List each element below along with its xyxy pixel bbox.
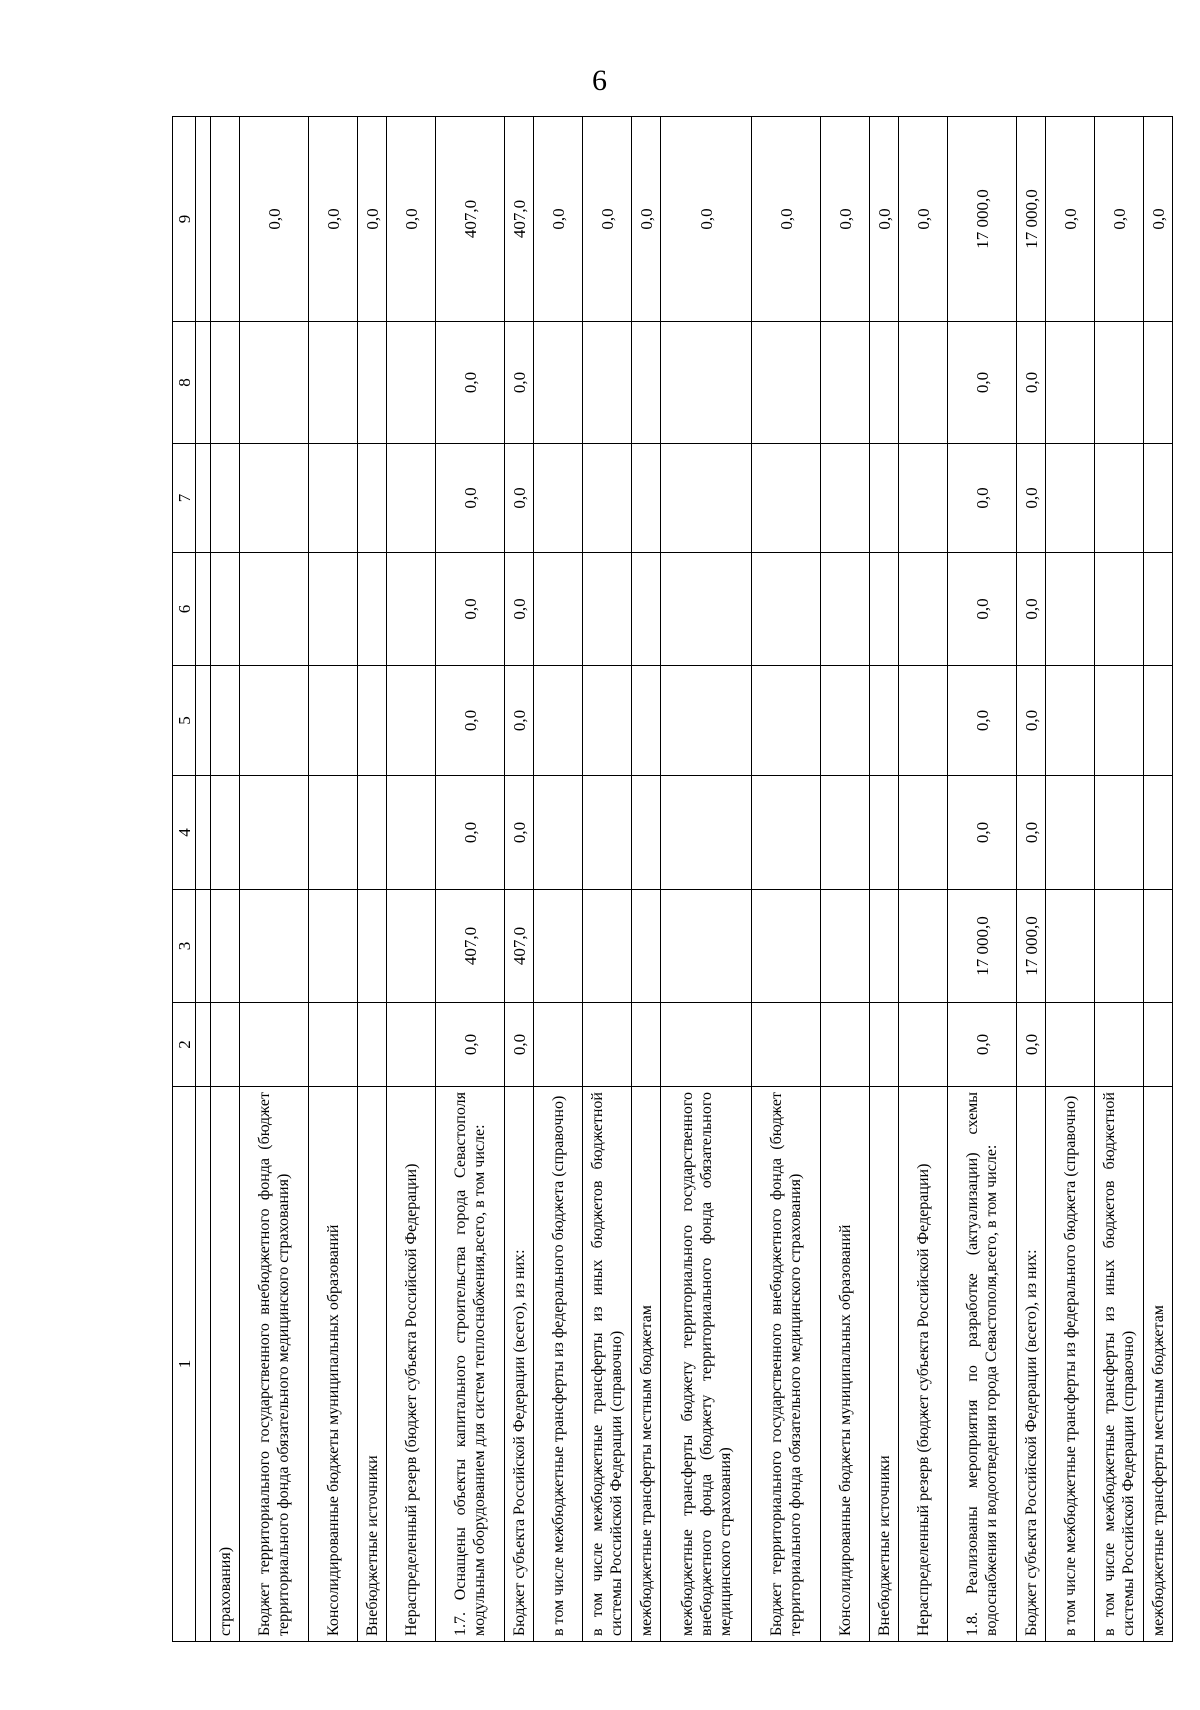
value-cell <box>211 322 240 444</box>
value-cell <box>534 776 583 890</box>
value-cell <box>240 444 309 553</box>
value-cell: 0,0 <box>870 117 899 322</box>
value-cell: 0,0 <box>436 322 505 444</box>
value-cell <box>1144 890 1173 1003</box>
value-cell <box>358 666 387 776</box>
value-cell <box>661 1003 752 1087</box>
value-cell <box>632 322 661 444</box>
value-cell <box>534 1003 583 1087</box>
value-cell <box>632 890 661 1003</box>
value-cell <box>534 444 583 553</box>
value-cell: 0,0 <box>309 117 358 322</box>
value-cell <box>309 444 358 553</box>
value-cell <box>211 776 240 890</box>
column-number: 5 <box>173 666 196 776</box>
value-cell <box>899 890 948 1003</box>
header-spacer-cell <box>196 553 211 666</box>
value-cell: 0,0 <box>632 117 661 322</box>
value-cell: 0,0 <box>436 666 505 776</box>
value-cell <box>240 553 309 666</box>
value-cell: 0,0 <box>436 776 505 890</box>
value-cell <box>752 444 821 553</box>
value-cell <box>211 553 240 666</box>
value-cell: 0,0 <box>387 117 436 322</box>
column-number: 7 <box>173 444 196 553</box>
value-cell: 0,0 <box>505 666 534 776</box>
value-cell: 17 000,0 <box>948 117 1017 322</box>
value-cell: 0,0 <box>899 117 948 322</box>
value-cell: 0,0 <box>1144 117 1173 322</box>
value-cell <box>534 890 583 1003</box>
value-cell: 0,0 <box>1017 1003 1046 1087</box>
header-spacer-cell <box>196 776 211 890</box>
value-cell <box>240 776 309 890</box>
value-cell <box>821 666 870 776</box>
table-row <box>1017 117 1046 1642</box>
value-cell <box>899 444 948 553</box>
value-cell: 0,0 <box>948 1003 1017 1087</box>
value-cell <box>387 553 436 666</box>
table-row <box>1144 117 1173 1642</box>
table-row <box>240 117 309 1642</box>
value-cell <box>632 776 661 890</box>
table-row <box>436 117 505 1642</box>
column-number: 2 <box>173 1003 196 1087</box>
row-label: в том числе межбюджетные трансферты из федерального бюджета (справочно) <box>1046 1087 1095 1642</box>
value-cell <box>240 1003 309 1087</box>
column-number-row <box>173 117 196 1642</box>
value-cell <box>583 444 632 553</box>
value-cell <box>358 890 387 1003</box>
value-cell: 0,0 <box>948 776 1017 890</box>
value-cell <box>1095 776 1144 890</box>
value-cell: 17 000,0 <box>1017 117 1046 322</box>
value-cell <box>661 776 752 890</box>
value-cell <box>309 776 358 890</box>
value-cell <box>632 666 661 776</box>
value-cell <box>821 553 870 666</box>
value-cell <box>309 553 358 666</box>
value-cell <box>309 890 358 1003</box>
table-row <box>211 117 240 1642</box>
column-number: 4 <box>173 776 196 890</box>
budget-table <box>172 116 1173 1642</box>
value-cell <box>387 890 436 1003</box>
value-cell <box>1144 444 1173 553</box>
value-cell <box>870 890 899 1003</box>
header-spacer-cell <box>196 322 211 444</box>
row-label: Нераспределенный резерв (бюджет субъекта Российской Федерации) <box>387 1087 436 1642</box>
table-row <box>661 117 752 1642</box>
value-cell <box>1144 553 1173 666</box>
value-cell <box>240 322 309 444</box>
value-cell <box>387 776 436 890</box>
value-cell <box>1095 553 1144 666</box>
value-cell: 0,0 <box>436 1003 505 1087</box>
value-cell <box>387 666 436 776</box>
value-cell <box>752 322 821 444</box>
value-cell <box>899 553 948 666</box>
value-cell <box>211 117 240 322</box>
value-cell: 0,0 <box>436 553 505 666</box>
value-cell <box>1095 322 1144 444</box>
value-cell: 0,0 <box>505 553 534 666</box>
value-cell <box>211 444 240 553</box>
value-cell <box>240 890 309 1003</box>
value-cell <box>821 1003 870 1087</box>
row-label: Бюджет территориального государственного внебюджетного фонда (бюджет территориального фонда обязательного медицинского страхования) <box>240 1087 309 1642</box>
value-cell <box>211 890 240 1003</box>
row-label: Нераспределенный резерв (бюджет субъекта Российской Федерации) <box>899 1087 948 1642</box>
value-cell <box>583 666 632 776</box>
value-cell: 0,0 <box>1017 553 1046 666</box>
column-number: 6 <box>173 553 196 666</box>
value-cell <box>583 890 632 1003</box>
rotated-page-content <box>172 117 1168 1642</box>
value-cell <box>211 666 240 776</box>
row-label: Бюджет субъекта Российской Федерации (всего), из них: <box>1017 1087 1046 1642</box>
value-cell: 0,0 <box>1017 444 1046 553</box>
value-cell <box>534 553 583 666</box>
value-cell <box>1095 890 1144 1003</box>
value-cell <box>1095 1003 1144 1087</box>
table-row <box>1095 117 1144 1642</box>
value-cell <box>1144 776 1173 890</box>
value-cell <box>1046 553 1095 666</box>
row-label: межбюджетные трансферты местным бюджетам <box>1144 1087 1173 1642</box>
table-row <box>632 117 661 1642</box>
value-cell <box>583 776 632 890</box>
value-cell <box>534 666 583 776</box>
value-cell <box>752 776 821 890</box>
table-row <box>1046 117 1095 1642</box>
value-cell <box>1046 776 1095 890</box>
value-cell <box>358 444 387 553</box>
value-cell <box>583 322 632 444</box>
table-row <box>821 117 870 1642</box>
value-cell: 0,0 <box>534 117 583 322</box>
value-cell <box>1144 322 1173 444</box>
value-cell: 0,0 <box>948 553 1017 666</box>
value-cell <box>632 1003 661 1087</box>
table-row <box>309 117 358 1642</box>
value-cell: 0,0 <box>1017 666 1046 776</box>
value-cell: 407,0 <box>436 117 505 322</box>
value-cell <box>661 444 752 553</box>
value-cell: 0,0 <box>1017 322 1046 444</box>
header-spacer-cell <box>196 890 211 1003</box>
row-label: Бюджет субъекта Российской Федерации (всего), из них: <box>505 1087 534 1642</box>
value-cell <box>821 322 870 444</box>
value-cell <box>632 553 661 666</box>
value-cell <box>899 322 948 444</box>
value-cell: 0,0 <box>358 117 387 322</box>
value-cell <box>821 776 870 890</box>
value-cell: 0,0 <box>436 444 505 553</box>
value-cell <box>821 444 870 553</box>
value-cell <box>1144 666 1173 776</box>
value-cell: 0,0 <box>505 444 534 553</box>
value-cell: 407,0 <box>505 890 534 1003</box>
value-cell <box>309 322 358 444</box>
row-label: межбюджетные трансферты бюджету территориального государственного внебюджетного фонда (бюджету территориального фонда обязательного медицинского страхования) <box>661 1087 752 1642</box>
column-number: 1 <box>173 1087 196 1642</box>
value-cell <box>1095 666 1144 776</box>
value-cell <box>661 666 752 776</box>
row-label: Бюджет территориального государственного внебюджетного фонда (бюджет территориального фонда обязательного медицинского страхования) <box>752 1087 821 1642</box>
value-cell <box>661 553 752 666</box>
value-cell: 0,0 <box>948 322 1017 444</box>
row-label: в том числе межбюджетные трансферты из иных бюджетов бюджетной системы Российской Федерации (справочно) <box>1095 1087 1144 1642</box>
header-spacer-row <box>196 117 211 1642</box>
value-cell <box>358 553 387 666</box>
value-cell <box>752 553 821 666</box>
value-cell <box>752 890 821 1003</box>
value-cell <box>899 666 948 776</box>
value-cell: 0,0 <box>821 117 870 322</box>
row-label: в том числе межбюджетные трансферты из иных бюджетов бюджетной системы Российской Федерации (справочно) <box>583 1087 632 1642</box>
value-cell <box>309 1003 358 1087</box>
value-cell: 407,0 <box>505 117 534 322</box>
value-cell <box>1144 1003 1173 1087</box>
page-number: 6 <box>592 64 607 97</box>
value-cell <box>387 322 436 444</box>
value-cell <box>211 1003 240 1087</box>
value-cell <box>870 666 899 776</box>
header-spacer-cell <box>196 444 211 553</box>
row-label: 1.7. Оснащены объекты капитального строительства города Севастополя модульным оборудованием для систем теплоснабжения,всего, в том числе: <box>436 1087 505 1642</box>
column-number: 3 <box>173 890 196 1003</box>
value-cell <box>358 776 387 890</box>
value-cell: 0,0 <box>1046 117 1095 322</box>
header-spacer-cell <box>196 1003 211 1087</box>
table-row <box>534 117 583 1642</box>
value-cell: 0,0 <box>1095 117 1144 322</box>
row-label: Консолидированные бюджеты муниципальных образований <box>309 1087 358 1642</box>
value-cell: 0,0 <box>752 117 821 322</box>
value-cell <box>870 776 899 890</box>
value-cell <box>752 1003 821 1087</box>
value-cell: 0,0 <box>583 117 632 322</box>
value-cell: 17 000,0 <box>1017 890 1046 1003</box>
value-cell <box>358 1003 387 1087</box>
value-cell: 0,0 <box>661 117 752 322</box>
value-cell: 407,0 <box>436 890 505 1003</box>
value-cell <box>661 890 752 1003</box>
value-cell <box>899 1003 948 1087</box>
value-cell: 0,0 <box>948 444 1017 553</box>
value-cell <box>387 1003 436 1087</box>
value-cell: 0,0 <box>240 117 309 322</box>
value-cell <box>1046 890 1095 1003</box>
value-cell <box>870 553 899 666</box>
value-cell <box>240 666 309 776</box>
value-cell: 0,0 <box>505 322 534 444</box>
row-label: Консолидированные бюджеты муниципальных образований <box>821 1087 870 1642</box>
column-number: 9 <box>173 117 196 322</box>
value-cell: 0,0 <box>505 1003 534 1087</box>
value-cell <box>1046 666 1095 776</box>
column-number: 8 <box>173 322 196 444</box>
value-cell <box>1046 1003 1095 1087</box>
value-cell <box>870 322 899 444</box>
table-row <box>870 117 899 1642</box>
value-cell <box>1046 444 1095 553</box>
value-cell <box>358 322 387 444</box>
table-row <box>505 117 534 1642</box>
value-cell <box>752 666 821 776</box>
value-cell <box>899 776 948 890</box>
value-cell: 0,0 <box>505 776 534 890</box>
row-label: межбюджетные трансферты местным бюджетам <box>632 1087 661 1642</box>
value-cell: 0,0 <box>948 666 1017 776</box>
table-row <box>752 117 821 1642</box>
table-row <box>583 117 632 1642</box>
value-cell <box>1046 322 1095 444</box>
value-cell: 0,0 <box>1017 776 1046 890</box>
row-label: в том числе межбюджетные трансферты из федерального бюджета (справочно) <box>534 1087 583 1642</box>
value-cell <box>309 666 358 776</box>
header-spacer-cell <box>196 117 211 322</box>
header-spacer-cell <box>196 666 211 776</box>
value-cell <box>583 1003 632 1087</box>
value-cell <box>1095 444 1144 553</box>
value-cell <box>387 444 436 553</box>
row-label: 1.8. Реализованы мероприятия по разработке (актуализации) схемы водоснабжения и водоотведения города Севастополя,всего, в том числе: <box>948 1087 1017 1642</box>
rotated-table-container <box>172 117 1168 1642</box>
header-spacer-cell <box>196 1087 211 1642</box>
value-cell: 17 000,0 <box>948 890 1017 1003</box>
row-label: страхования) <box>211 1087 240 1642</box>
table-row <box>899 117 948 1642</box>
table-row <box>387 117 436 1642</box>
value-cell <box>870 1003 899 1087</box>
table-row <box>358 117 387 1642</box>
value-cell <box>870 444 899 553</box>
value-cell <box>534 322 583 444</box>
value-cell <box>821 890 870 1003</box>
row-label: Внебюджетные источники <box>358 1087 387 1642</box>
value-cell <box>661 322 752 444</box>
value-cell <box>632 444 661 553</box>
table-row <box>948 117 1017 1642</box>
row-label: Внебюджетные источники <box>870 1087 899 1642</box>
value-cell <box>583 553 632 666</box>
